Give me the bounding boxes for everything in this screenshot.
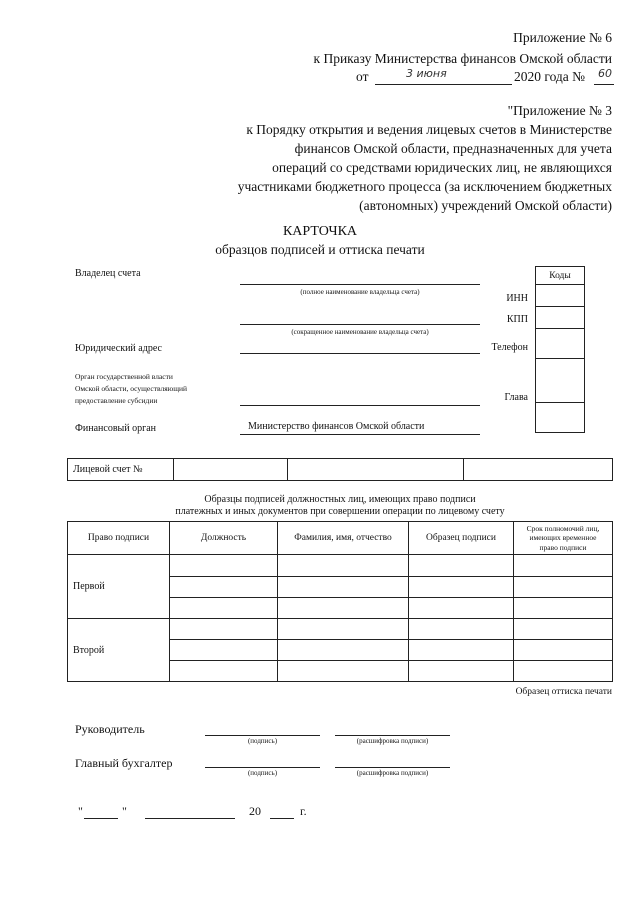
card-subtitle: образцов подписей и оттиска печати xyxy=(215,242,425,257)
codes-phone-cell[interactable] xyxy=(536,329,585,359)
table-cell[interactable] xyxy=(514,598,613,619)
head-label: Глава xyxy=(504,392,528,403)
codes-inn-cell[interactable] xyxy=(536,285,585,307)
date-year-suffix: г. xyxy=(300,804,307,818)
table-cell[interactable] xyxy=(409,619,514,640)
codes-kpp-cell[interactable] xyxy=(536,307,585,329)
table-cell[interactable] xyxy=(170,619,278,640)
authority-label-2: Омской области, осуществляющий xyxy=(75,384,188,393)
signatures-heading-2: платежных и иных документов при совершении операции по лицевому счету xyxy=(175,506,505,517)
accountant-signature-line[interactable] xyxy=(205,767,320,768)
legal-address-label: Юридический адрес xyxy=(75,343,162,354)
owner-label: Владелец счета xyxy=(75,268,141,279)
account-label: Лицевой счет № xyxy=(68,459,174,481)
table-cell[interactable] xyxy=(170,555,278,577)
director-decode-hint: (расшифровка подписи) xyxy=(356,737,429,745)
table-cell[interactable] xyxy=(170,661,278,682)
table-cell[interactable] xyxy=(278,598,409,619)
appendix-line-3: финансов Омской области, предназначенных для учета xyxy=(294,141,612,156)
header-date-line xyxy=(375,84,512,85)
owner-full-name-hint: (полное наименование владельца счета) xyxy=(300,288,420,296)
director-label: Руководитель xyxy=(75,722,145,736)
table-cell[interactable] xyxy=(409,661,514,682)
table-cell[interactable] xyxy=(278,619,409,640)
owner-short-name-line[interactable] xyxy=(240,324,480,325)
table-cell[interactable] xyxy=(514,640,613,661)
owner-short-name-hint: (сокращенное наименование владельца счета) xyxy=(291,328,429,336)
accountant-decode-hint: (расшифровка подписи) xyxy=(356,769,429,777)
legal-address-line[interactable] xyxy=(240,353,480,354)
header-date-handwritten: 3 июня xyxy=(406,67,447,80)
kpp-label: КПП xyxy=(506,314,528,325)
date-day-line[interactable] xyxy=(84,818,118,819)
appendix-line-6: (автономных) учреждений Омской области) xyxy=(359,198,612,213)
table-cell[interactable] xyxy=(278,640,409,661)
account-cell-1[interactable] xyxy=(174,459,288,481)
header-ot: от xyxy=(356,69,369,84)
signatures-heading-1: Образцы подписей должностных лиц, имеющих право подписи xyxy=(204,494,476,505)
account-cell-3[interactable] xyxy=(464,459,613,481)
appendix-line-5: участниками бюджетного процесса (за исключением бюджетных xyxy=(237,179,612,194)
table-cell[interactable] xyxy=(170,577,278,598)
date-year-line[interactable] xyxy=(270,818,294,819)
finance-body-line xyxy=(240,434,480,435)
table-cell[interactable] xyxy=(514,555,613,577)
appendix-line-2: к Порядку открытия и ведения лицевых счетов в Министерстве xyxy=(246,122,612,137)
codes-header: Коды xyxy=(536,267,585,285)
table-cell[interactable] xyxy=(514,577,613,598)
table-cell[interactable] xyxy=(278,577,409,598)
header-appendix-number: Приложение № 6 xyxy=(513,30,612,45)
col-authority-term: Срок полномочий лиц, имеющих временное право подписи xyxy=(514,522,613,555)
table-cell[interactable] xyxy=(409,555,514,577)
account-table xyxy=(67,458,613,481)
col-signature-sample: Образец подписи xyxy=(409,522,514,555)
finance-body-label: Финансовый орган xyxy=(75,423,157,434)
director-signature-line[interactable] xyxy=(205,735,320,736)
director-signature-hint: (подпись) xyxy=(247,737,278,745)
stamp-label: Образец оттиска печати xyxy=(515,687,612,697)
authority-label-1: Орган государственной власти xyxy=(75,372,173,381)
header-number-line xyxy=(594,84,614,85)
header-year: 2020 года № xyxy=(514,69,586,84)
owner-full-name-line[interactable] xyxy=(240,284,480,285)
table-cell[interactable] xyxy=(170,598,278,619)
director-decode-line[interactable] xyxy=(335,735,450,736)
col-position: Должность xyxy=(170,522,278,555)
table-cell[interactable] xyxy=(514,661,613,682)
card-title: КАРТОЧКА xyxy=(282,224,358,239)
phone-label: Телефон xyxy=(491,342,528,353)
row-second: Второй xyxy=(68,619,170,682)
appendix-line-1: "Приложение № 3 xyxy=(507,103,612,118)
table-cell[interactable] xyxy=(409,577,514,598)
authority-line[interactable] xyxy=(240,405,480,406)
appendix-line-4: операций со средствами юридических лиц, не являющихся xyxy=(272,160,612,175)
table-cell[interactable] xyxy=(278,555,409,577)
table-cell[interactable] xyxy=(409,598,514,619)
signatures-table xyxy=(67,521,613,682)
codes-table xyxy=(535,266,585,433)
table-cell[interactable] xyxy=(278,661,409,682)
codes-head-cell[interactable] xyxy=(536,359,585,403)
accountant-label: Главный бухгалтер xyxy=(75,756,173,770)
authority-label-3: предоставление субсидии xyxy=(75,396,158,405)
date-close-quote: " xyxy=(122,804,127,818)
date-year-prefix: 20 xyxy=(249,804,261,818)
col-right-to-sign: Право подписи xyxy=(68,522,170,555)
finance-body-value: Министерство финансов Омской области xyxy=(248,421,425,432)
date-month-line[interactable] xyxy=(145,818,235,819)
inn-label: ИНН xyxy=(506,293,528,304)
table-cell[interactable] xyxy=(514,619,613,640)
account-cell-2[interactable] xyxy=(288,459,464,481)
date-open-quote: " xyxy=(78,804,83,818)
header-order-ref: к Приказу Министерства финансов Омской области xyxy=(313,51,612,66)
header-number-handwritten: 60 xyxy=(598,67,612,80)
accountant-signature-hint: (подпись) xyxy=(247,769,278,777)
table-cell[interactable] xyxy=(170,640,278,661)
codes-finance-cell[interactable] xyxy=(536,403,585,433)
col-full-name: Фамилия, имя, отчество xyxy=(278,522,409,555)
accountant-decode-line[interactable] xyxy=(335,767,450,768)
table-cell[interactable] xyxy=(409,640,514,661)
row-first: Первой xyxy=(68,555,170,619)
